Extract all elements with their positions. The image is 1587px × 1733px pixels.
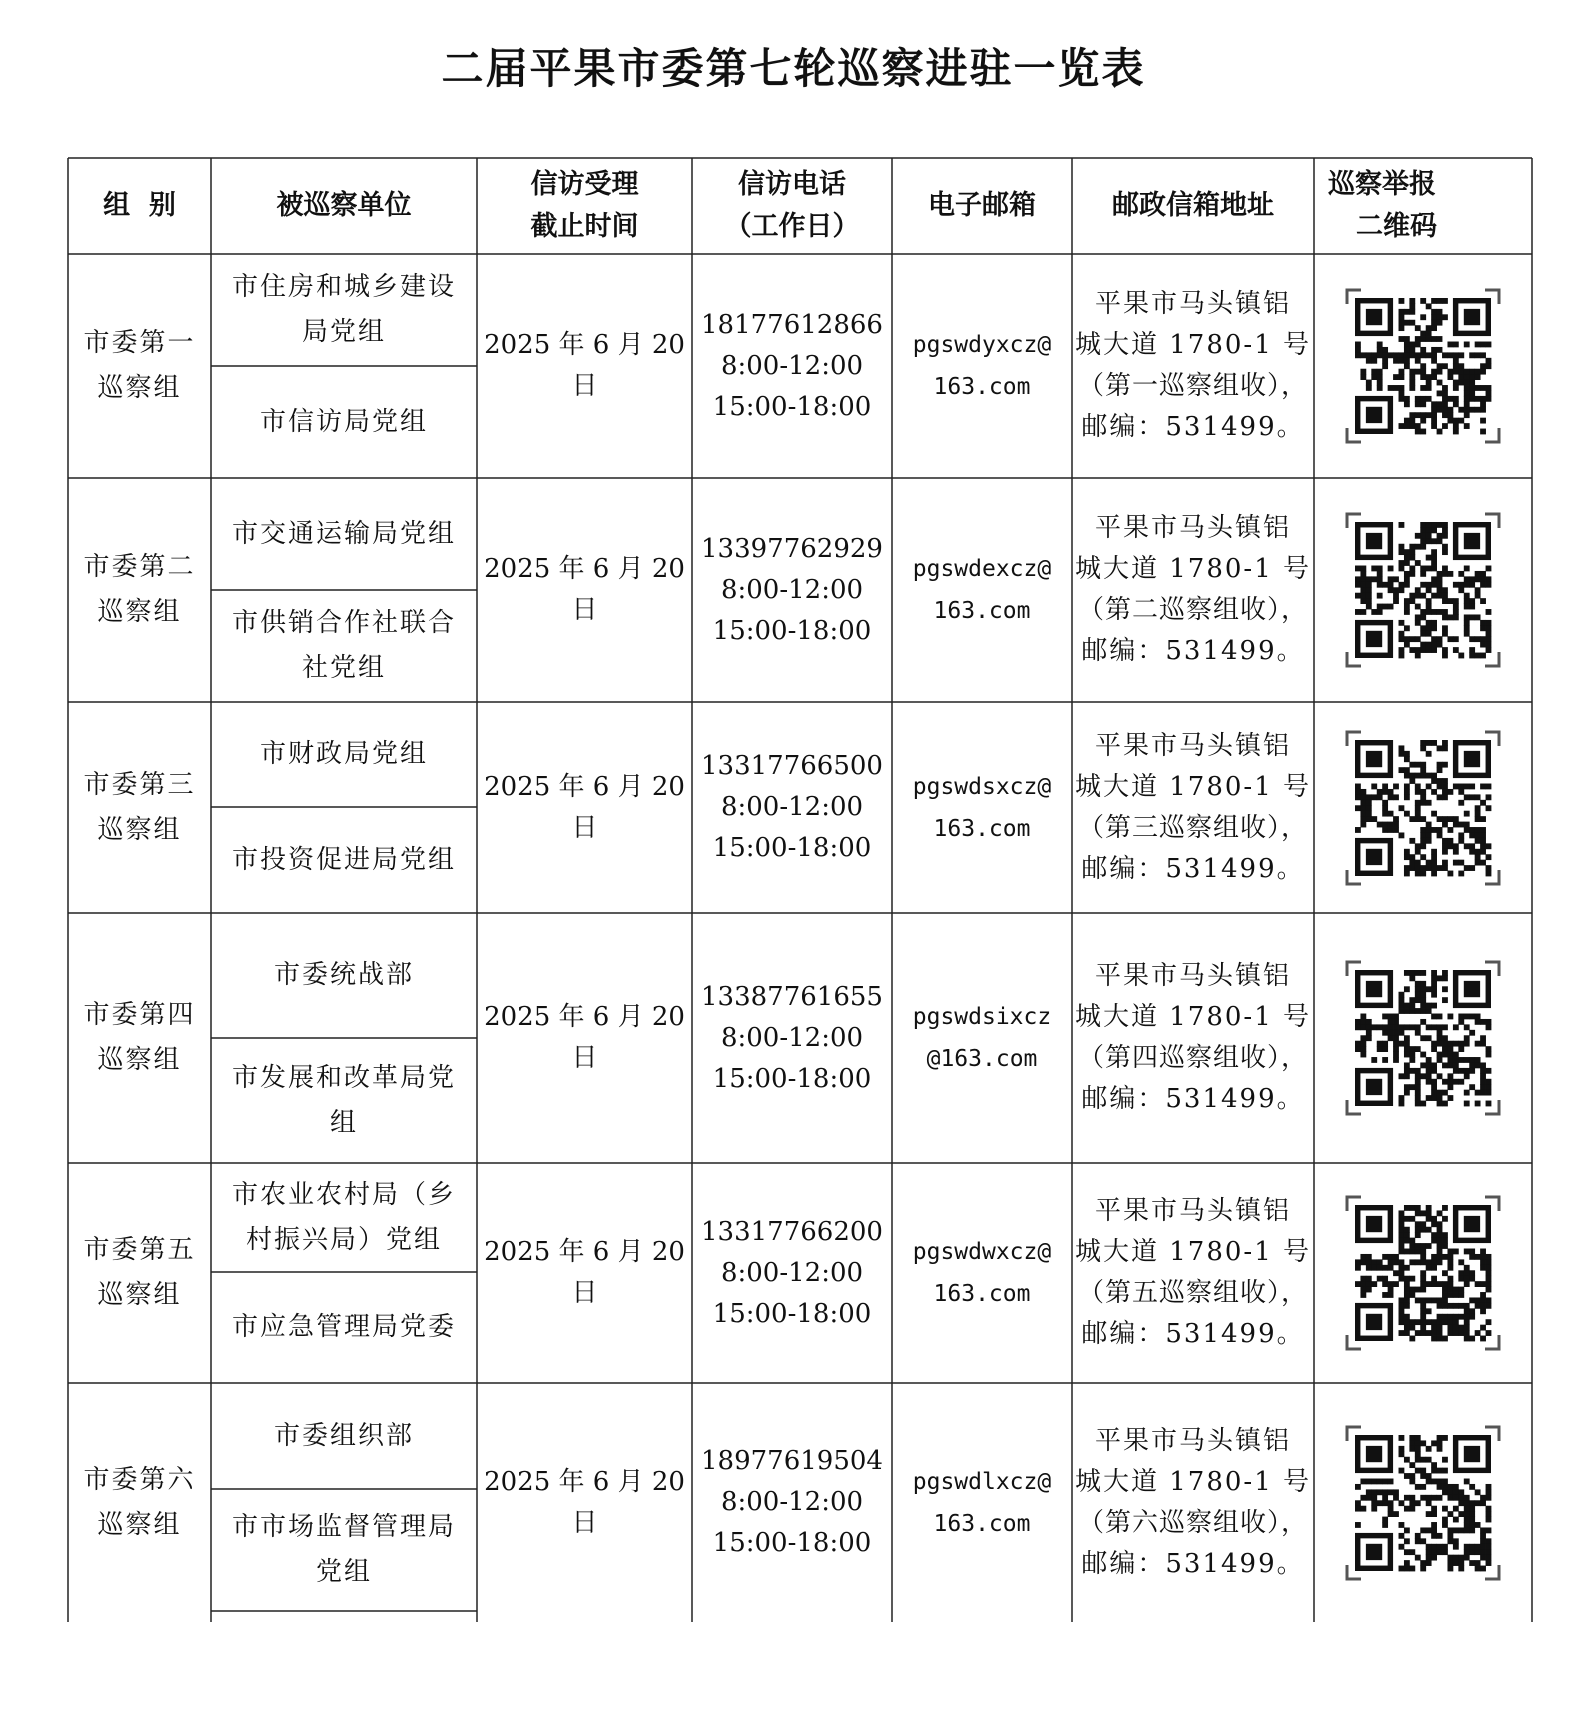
unit-cell <box>211 1272 477 1383</box>
group-name-line2: 巡察组 <box>97 373 182 403</box>
phone-cell <box>692 254 892 478</box>
qr-code-icon <box>1345 512 1501 668</box>
qr-cell <box>1314 913 1532 1163</box>
group-cell <box>68 913 211 1163</box>
unit-name: 市交通运输局党组 <box>231 518 456 549</box>
header-deadline-line2: 截止时间 <box>530 211 639 242</box>
group-name-line2: 巡察组 <box>97 814 182 845</box>
deadline-line1: 2025 年 6 月 20 <box>484 1002 685 1032</box>
phone-number: 18177612866 <box>701 309 883 340</box>
hours-morning: 8:00-12:00 <box>720 1257 864 1288</box>
deadline-cell <box>477 702 692 913</box>
phone-cell <box>692 913 892 1163</box>
unit-name: 市委组织部 <box>273 1420 414 1451</box>
unit-name: 市投资促进局党组 <box>231 844 456 875</box>
group-name-line1: 市委第四 <box>83 1000 196 1030</box>
email-line2: 163.com <box>933 1281 1031 1307</box>
hours-afternoon: 15:00-18:00 <box>712 833 872 863</box>
unit-cell <box>211 590 477 702</box>
unit-name: 市市场监督管理局党组 <box>231 1512 456 1587</box>
group-name-line2: 巡察组 <box>97 597 182 627</box>
email-cell <box>892 913 1072 1163</box>
address-line1: 平果市马头镇铝 <box>1094 1425 1291 1456</box>
deadline-cell <box>477 1383 692 1622</box>
hours-afternoon: 15:00-18:00 <box>712 391 872 422</box>
hours-afternoon: 15:00-18:00 <box>712 615 872 646</box>
unit-name: 市发展和改革局党组 <box>231 1062 456 1138</box>
unit-cell <box>211 702 477 807</box>
address-line2: 城大道 1780-1 号 <box>1074 554 1312 584</box>
qr-cell <box>1314 1383 1532 1622</box>
unit-name: 市农业农村局（乡村振兴局）党组 <box>231 1179 456 1255</box>
phone-number: 13397762929 <box>701 533 883 564</box>
address-line2: 城大道 1780-1 号 <box>1074 1002 1312 1032</box>
deadline-line1: 2025 年 6 月 20 <box>484 771 685 802</box>
phone-number: 13317766200 <box>701 1216 883 1247</box>
hours-morning: 8:00-12:00 <box>720 350 864 381</box>
group-name-line1: 市委第六 <box>83 1464 196 1495</box>
unit-cell <box>211 254 477 366</box>
address-line4: 邮编：531499。 <box>1081 1319 1305 1349</box>
phone-number: 18977619504 <box>701 1446 883 1476</box>
address-line2: 城大道 1780-1 号 <box>1074 330 1312 360</box>
group-cell <box>68 478 211 702</box>
address-line2: 城大道 1780-1 号 <box>1074 771 1312 802</box>
group-cell <box>68 254 211 478</box>
address-line1: 平果市马头镇铝 <box>1094 1196 1291 1226</box>
header-phone-line1: 信访电话 <box>738 169 846 200</box>
unit-name: 市应急管理局党委 <box>231 1312 456 1342</box>
email-cell <box>892 254 1072 478</box>
deadline-line1: 2025 年 6 月 20 <box>484 554 685 584</box>
deadline-line2: 日 <box>571 371 598 401</box>
phone-cell <box>692 702 892 913</box>
header-units <box>211 158 477 254</box>
email-line1: pgswdlxcz@ <box>912 1468 1052 1495</box>
email-line2: 163.com <box>933 1510 1031 1537</box>
header-group-label: 组 别 <box>103 190 176 221</box>
unit-cell <box>211 1383 477 1489</box>
header-qr <box>1314 158 1532 254</box>
group-cell <box>68 1163 211 1383</box>
hours-morning: 8:00-12:00 <box>720 1487 864 1517</box>
address-line3: （第一巡察组收）， <box>1077 371 1308 401</box>
deadline-cell <box>477 254 692 478</box>
unit-cell <box>211 807 477 913</box>
deadline-line1: 2025 年 6 月 20 <box>484 1237 685 1267</box>
header-email <box>892 158 1072 254</box>
address-cell <box>1072 478 1314 702</box>
deadline-line2: 日 <box>571 1278 598 1308</box>
address-line1: 平果市马头镇铝 <box>1094 730 1291 761</box>
address-line4: 邮编：531499。 <box>1081 636 1305 666</box>
header-units-label: 被巡察单位 <box>276 190 412 221</box>
header-qr-line1: 巡察举报 <box>1328 169 1436 200</box>
phone-number: 13317766500 <box>701 751 883 781</box>
header-phone-line2: （工作日） <box>724 211 860 242</box>
hours-afternoon: 15:00-18:00 <box>712 1063 872 1094</box>
address-line4: 邮编：531499。 <box>1081 1548 1305 1579</box>
group-name-line1: 市委第五 <box>83 1235 196 1265</box>
qr-code-icon <box>1345 1195 1501 1351</box>
unit-name: 市信访局党组 <box>259 406 428 437</box>
email-cell <box>892 1163 1072 1383</box>
email-line1: pgswdexcz@ <box>912 556 1052 582</box>
address-line3: （第四巡察组收）， <box>1077 1043 1308 1073</box>
group-name-line2: 巡察组 <box>97 1280 182 1310</box>
qr-cell <box>1314 478 1532 702</box>
phone-number: 13387761655 <box>701 981 883 1012</box>
email-cell <box>892 702 1072 913</box>
address-line4: 邮编：531499。 <box>1081 853 1305 884</box>
address-cell <box>1072 702 1314 913</box>
qr-cell <box>1314 254 1532 478</box>
email-line1: pgswdsixcz <box>912 1004 1052 1030</box>
email-line1: pgswdwxcz@ <box>912 1239 1052 1265</box>
hours-morning: 8:00-12:00 <box>720 574 864 605</box>
unit-name: 市供销合作社联合社党组 <box>231 608 456 683</box>
group-name-line1: 市委第一 <box>83 328 196 358</box>
email-line2: 163.com <box>933 815 1031 842</box>
address-line4: 邮编：531499。 <box>1081 412 1305 442</box>
address-line4: 邮编：531499。 <box>1081 1084 1305 1114</box>
address-line3: （第二巡察组收）， <box>1077 595 1308 625</box>
address-cell <box>1072 1163 1314 1383</box>
qr-cell <box>1314 702 1532 913</box>
email-line2: 163.com <box>933 598 1031 624</box>
deadline-line2: 日 <box>571 1507 598 1538</box>
unit-name: 市住房和城乡建设局党组 <box>231 272 456 347</box>
phone-cell <box>692 1383 892 1622</box>
hours-morning: 8:00-12:00 <box>720 792 864 822</box>
email-line2: @163.com <box>926 1046 1038 1072</box>
deadline-line1: 2025 年 6 月 20 <box>484 330 685 360</box>
deadline-line1: 2025 年 6 月 20 <box>484 1466 685 1497</box>
unit-cell <box>211 478 477 590</box>
unit-name: 市委统战部 <box>273 960 414 990</box>
unit-cell <box>211 1489 477 1611</box>
email-cell <box>892 1383 1072 1622</box>
address-line3: （第六巡察组收）， <box>1077 1507 1308 1538</box>
deadline-cell <box>477 1163 692 1383</box>
email-line1: pgswdsxcz@ <box>912 773 1052 800</box>
address-line1: 平果市马头镇铝 <box>1094 513 1291 543</box>
unit-name: 市财政局党组 <box>259 739 428 769</box>
group-name-line1: 市委第二 <box>83 552 196 582</box>
address-cell <box>1072 1383 1314 1622</box>
page-title: 二届平果市委第七轮巡察进驻一览表 <box>441 44 1146 93</box>
group-name-line2: 巡察组 <box>97 1509 182 1540</box>
header-qr-line2: 二维码 <box>1356 211 1437 242</box>
header-address-label: 邮政信箱地址 <box>1112 190 1274 221</box>
hours-afternoon: 15:00-18:00 <box>712 1298 872 1329</box>
deadline-line2: 日 <box>571 812 598 843</box>
qr-code-icon <box>1345 1425 1501 1581</box>
qr-code-icon <box>1345 960 1501 1116</box>
address-cell <box>1072 913 1314 1163</box>
address-line3: （第五巡察组收）， <box>1077 1278 1308 1308</box>
address-cell <box>1072 254 1314 478</box>
unit-cell <box>211 1038 477 1163</box>
header-deadline <box>477 158 692 254</box>
phone-cell <box>692 1163 892 1383</box>
hours-afternoon: 15:00-18:00 <box>712 1528 872 1558</box>
address-line1: 平果市马头镇铝 <box>1094 289 1291 319</box>
qr-code-icon <box>1345 288 1501 444</box>
group-cell <box>68 1383 211 1622</box>
header-phone <box>692 158 892 254</box>
address-line1: 平果市马头镇铝 <box>1094 961 1291 991</box>
email-line1: pgswdyxcz@ <box>912 332 1052 358</box>
group-name-line1: 市委第三 <box>83 769 196 800</box>
unit-cell <box>211 1163 477 1272</box>
deadline-line2: 日 <box>571 595 598 625</box>
address-line2: 城大道 1780-1 号 <box>1074 1237 1312 1267</box>
header-email-label: 电子邮箱 <box>928 190 1036 221</box>
group-name-line2: 巡察组 <box>97 1045 182 1075</box>
deadline-cell <box>477 478 692 702</box>
hours-morning: 8:00-12:00 <box>720 1022 864 1053</box>
address-line3: （第三巡察组收）， <box>1077 812 1308 843</box>
unit-cell <box>211 913 477 1038</box>
header-address <box>1072 158 1314 254</box>
qr-code-icon <box>1345 730 1501 886</box>
address-line2: 城大道 1780-1 号 <box>1074 1466 1312 1497</box>
group-cell <box>68 702 211 913</box>
deadline-line2: 日 <box>571 1043 598 1073</box>
email-cell <box>892 478 1072 702</box>
header-deadline-line1: 信访受理 <box>530 169 639 200</box>
qr-cell <box>1314 1163 1532 1383</box>
phone-cell <box>692 478 892 702</box>
header-group <box>68 158 211 254</box>
deadline-cell <box>477 913 692 1163</box>
unit-cell <box>211 366 477 478</box>
email-line2: 163.com <box>933 374 1031 400</box>
